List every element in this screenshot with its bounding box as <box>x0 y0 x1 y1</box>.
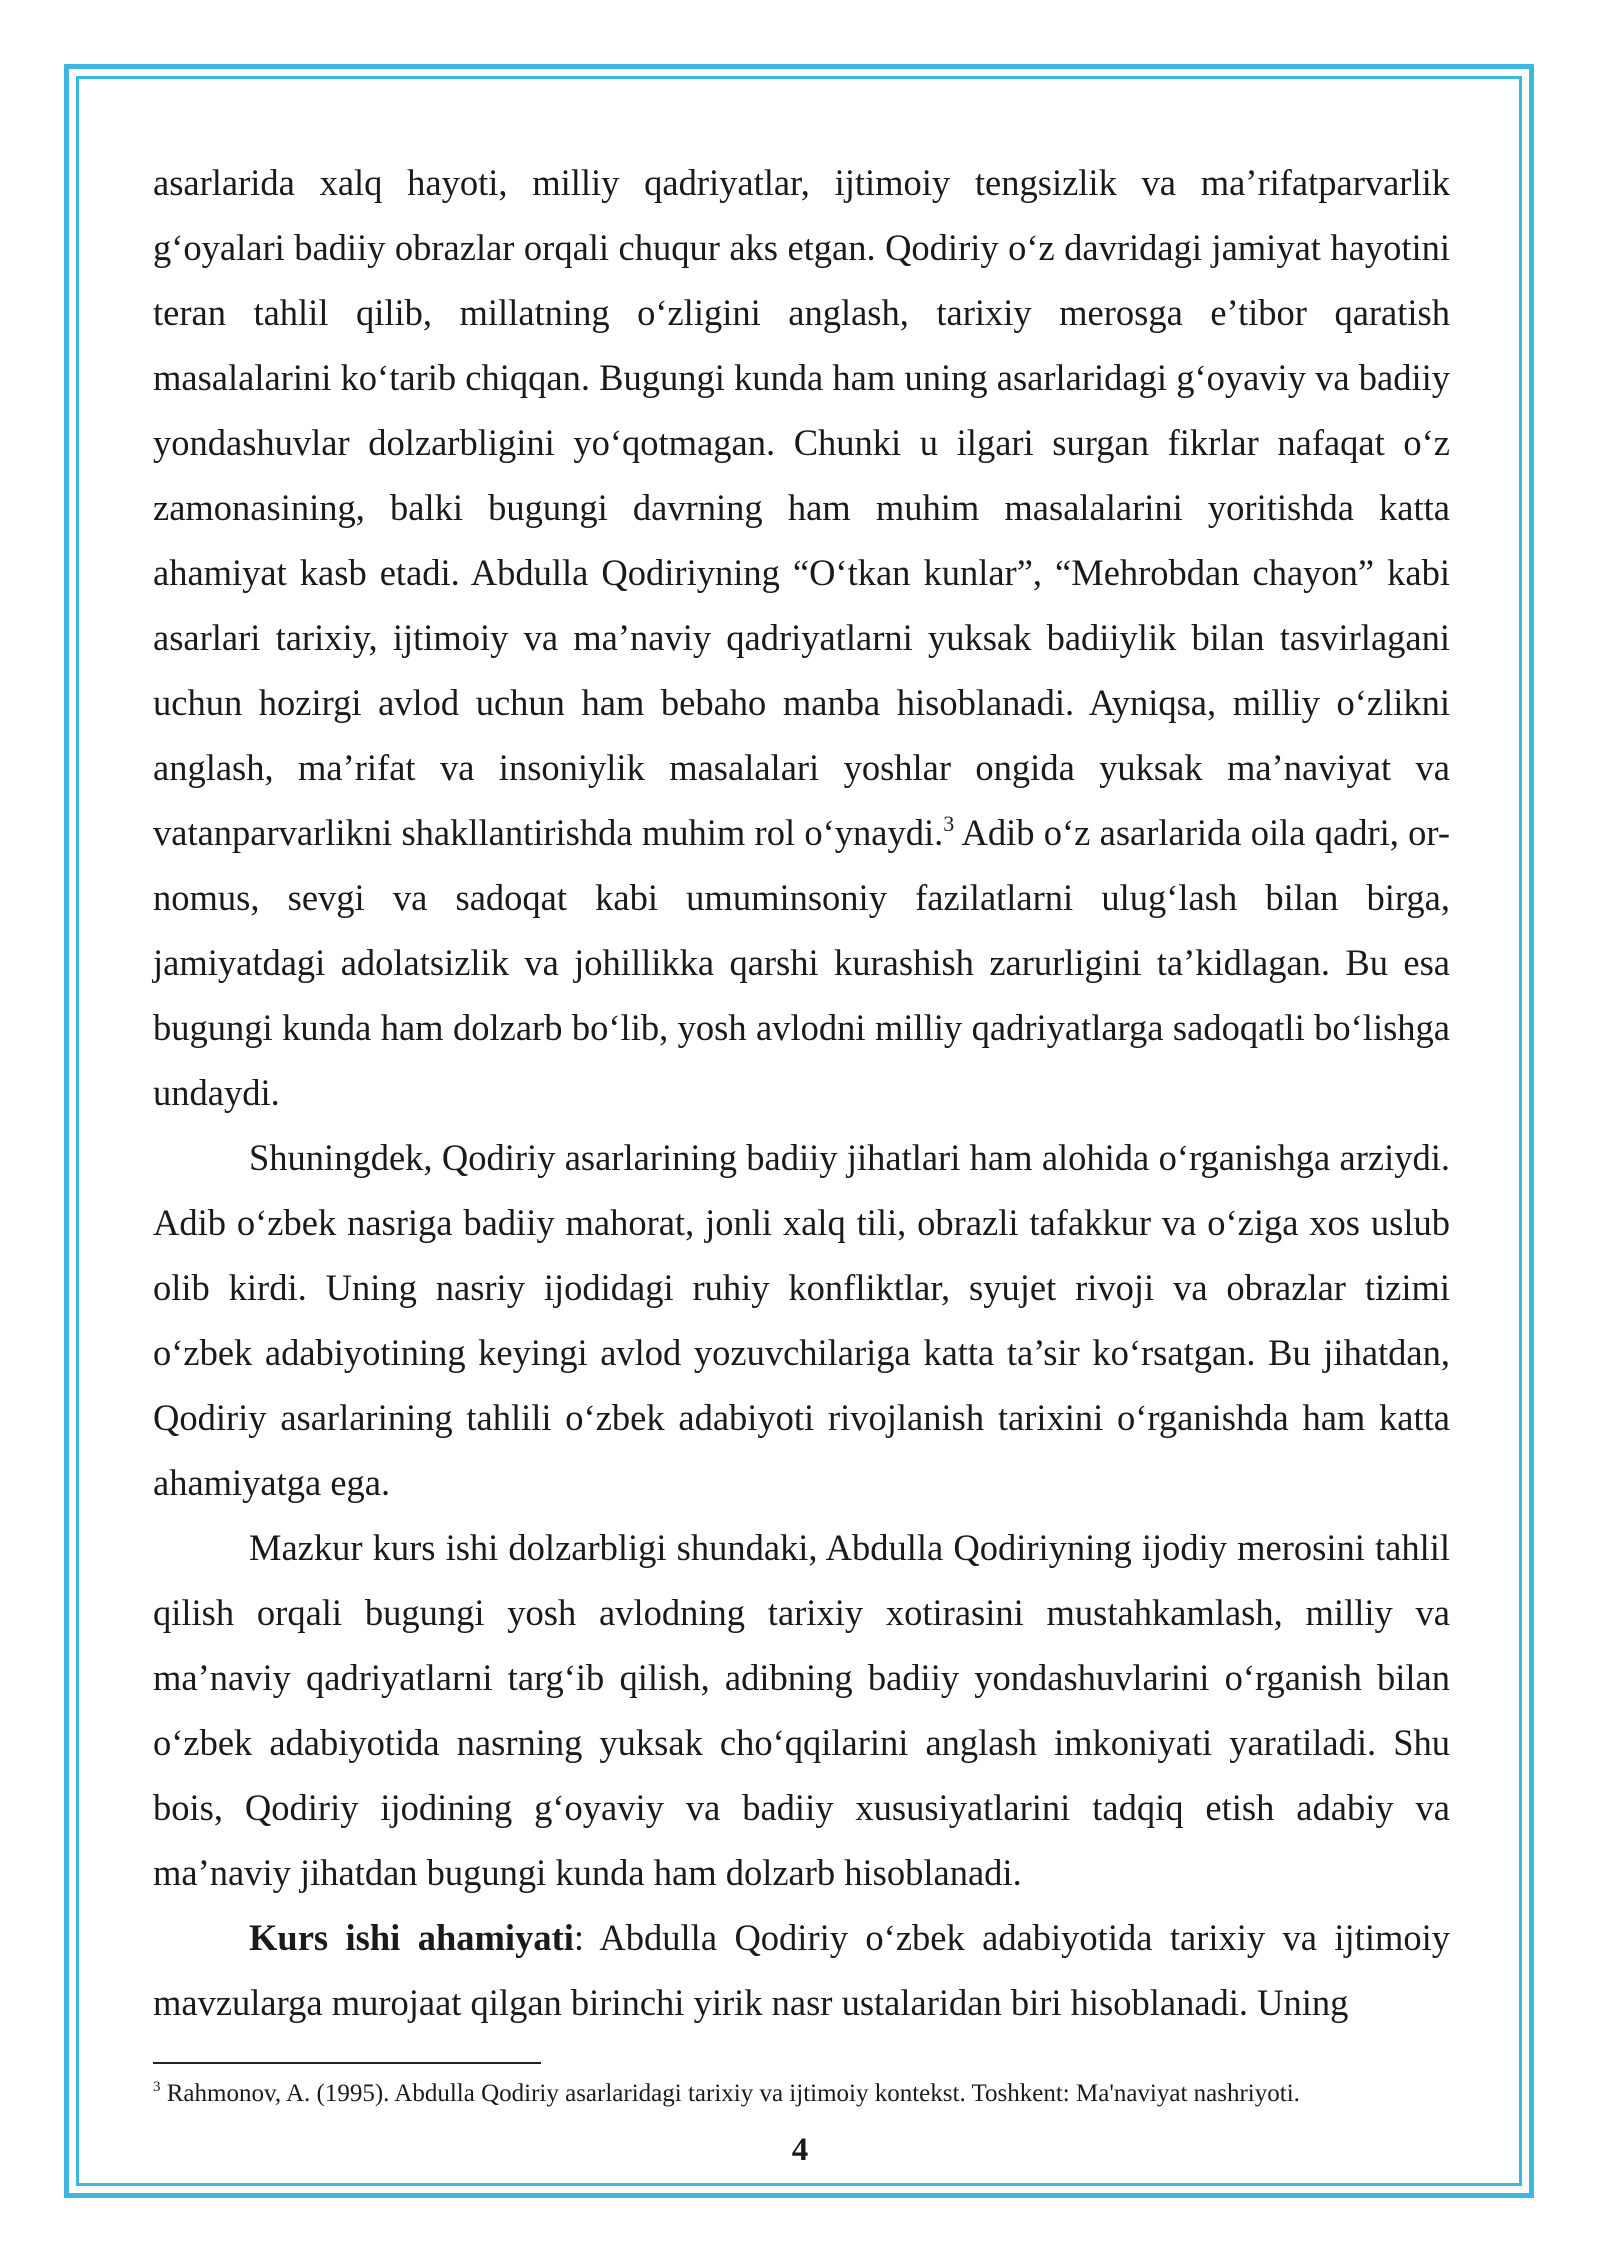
footnote-text: Rahmonov, A. (1995). Abdulla Qodiriy asarlaridagi tarixiy va ijtimoiy kontekst. Toshkent: Ma'naviyat nashriyoti. <box>160 2080 1300 2107</box>
paragraph-1-text-b: Adib o‘z asarlarida oila qadri, or-nomus, sevgi va sadoqat kabi umuminsoniy fazilatlarni ulug‘lash bilan birga, jamiyatdagi adolatsizlik va johillikka qarshi kurashish zarurligini ta’kidlagan. Bu esa bugungi kunda ham dolzarb bo‘lib, yosh avlodni milliy qadriyatlarga sadoqatli bo‘lishga undaydi. <box>153 812 1450 1113</box>
paragraph-1-text-a: asarlarida xalq hayoti, milliy qadriyatlar, ijtimoiy tengsizlik va ma’rifatparvarlik g‘oyalari badiiy obrazlar orqali chuqur aks etgan. Qodiriy o‘z davridagi jamiyat hayotini teran tahlil qilib, millatning o‘zligini anglash, tarixiy merosga e’tibor qaratish masalalarini ko‘tarib chiqqan. Bugungi kunda ham uning asarlaridagi g‘oyaviy va badiiy yondashuvlar dolzarbligini yo‘qotmagan. Chunki u ilgari surgan fikrlar nafaqat o‘z zamonasining, balki bugungi davrning ham muhim masalalarini yoritishda katta ahamiyat kasb etadi. Abdulla Qodiriyning “O‘tkan kunlar”, “Mehrobdan chayon” kabi asarlari tarixiy, ijtimoiy va ma’naviy qadriyatlarni yuksak badiiylik bilan tasvirlagani uchun hozirgi avlod uchun ham bebaho manba hisoblanadi. Ayniqsa, milliy o‘zlikni anglash, ma’rifat va insoniylik masalalari yoshlar ongida yuksak ma’naviyat va vatanparvarlikni shakllantirishda muhim rol o‘ynaydi. <box>153 162 1450 853</box>
paragraph-3: Mazkur kurs ishi dolzarbligi shundaki, Abdulla Qodiriyning ijodiy merosini tahlil qilish orqali bugungi yosh avlodning tarixiy xotirasini mustahkamlash, milliy va ma’naviy qadriyatlarni targ‘ib qilish, adibning badiiy yondashuvlarini o‘rganish bilan o‘zbek adabiyotida nasrning yuksak cho‘qqilarini anglash imkoniyati yaratiladi. Shu bois, Qodiriy ijodining g‘oyaviy va badiiy xususiyatlarini tadqiq etish adabiy va ma’naviy jihatdan bugungi kunda ham dolzarb hisoblanadi. <box>153 1527 1450 1893</box>
paragraph-1 <box>153 150 1450 1125</box>
footnote-reference[interactable]: 3 <box>943 811 955 836</box>
paragraph-4-text: Abdulla Qodiriy o‘zbek adabiyotida tarixiy va ijtimoiy mavzularga murojaat qilgan birinchi yirik nasr ustalaridan biri hisoblanadi. Uning <box>153 1917 1450 2023</box>
heading-colon: : <box>573 1917 585 1958</box>
footnote <box>153 2078 1450 2110</box>
paragraph-2: Shuningdek, Qodiriy asarlarining badiiy jihatlari ham alohida o‘rganishga arziydi. Adib o‘zbek nasriga badiiy mahorat, jonli xalq tili, obrazli tafakkur va o‘ziga xos uslub olib kirdi. Uning nasriy ijodidagi ruhiy konfliktlar, syujet rivoji va obrazlar tizimi o‘zbek adabiyotining keyingi avlod yozuvchilariga katta ta’sir ko‘rsatgan. Bu jihatdan, Qodiriy asarlarining tahlili o‘zbek adabiyoti rivojlanish tarixini o‘rganishda ham katta ahamiyatga ega. <box>153 1137 1450 1503</box>
document-body <box>153 150 1450 2035</box>
footnote-number: 3 <box>153 2079 161 2095</box>
footnote-separator <box>153 2062 541 2064</box>
section-heading-kurs-ishi-ahamiyati: Kurs ishi ahamiyati <box>249 1917 574 1958</box>
page-number: 4 <box>791 2132 809 2168</box>
paragraph-4 <box>153 1905 1450 2035</box>
